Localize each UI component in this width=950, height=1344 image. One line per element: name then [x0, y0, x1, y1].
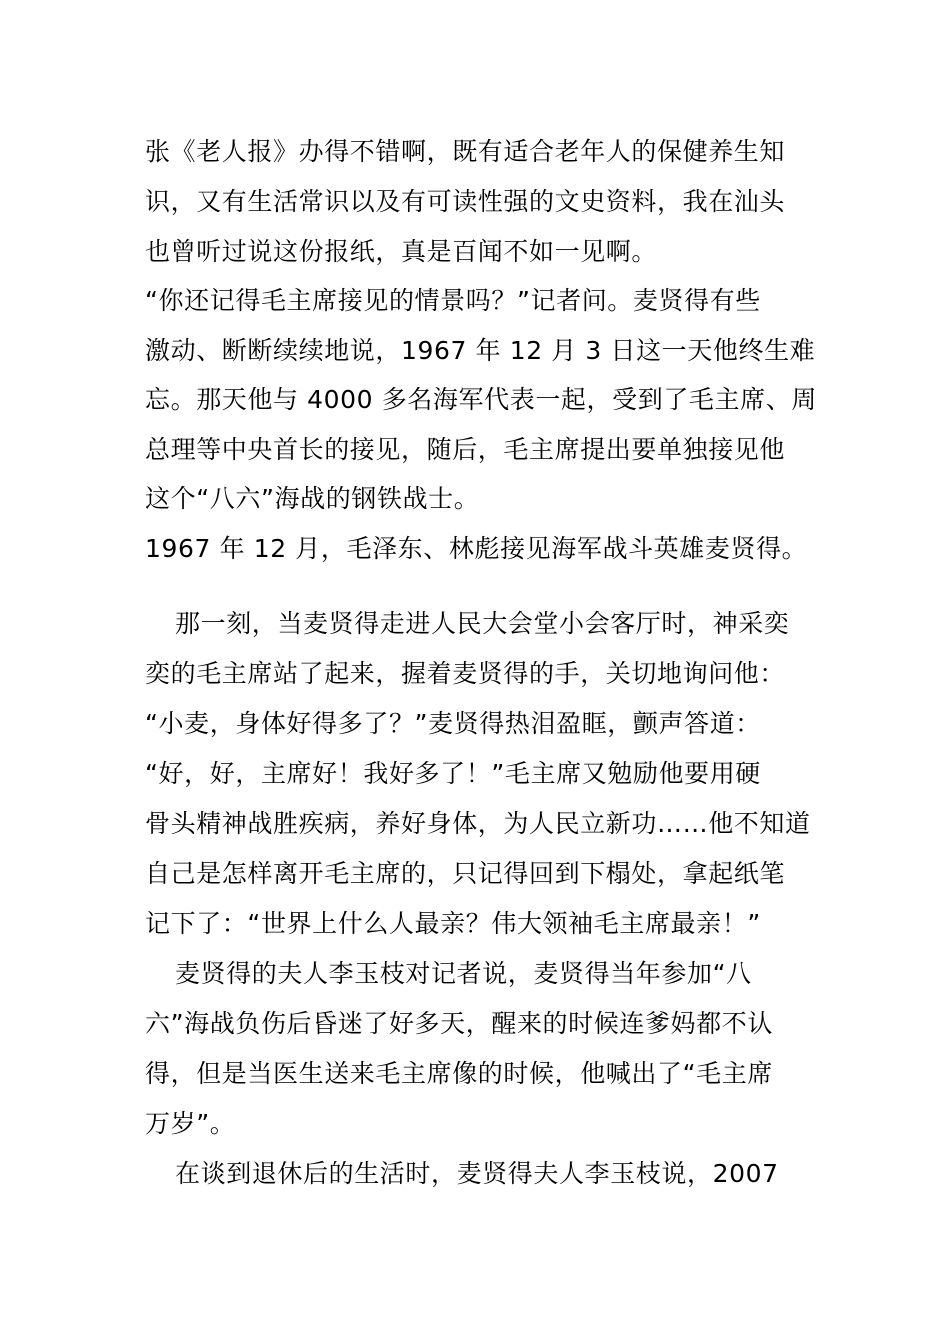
text-line: 也曾听过说这份报纸，真是百闻不如一见啊。 — [145, 237, 658, 266]
text-line: 得，但是当医生送来毛主席像的时候，他喊出了“毛主席 — [145, 1059, 773, 1088]
text-line: 忘。那天他与 4000 多名海军代表一起，受到了毛主席、周 — [145, 385, 817, 414]
text-line: 在谈到退休后的生活时，麦贤得夫人李玉枝说，2007 — [175, 1159, 779, 1188]
text-line: 万岁”。 — [145, 1109, 236, 1138]
text-line: “好，好，主席好！我好多了！”毛主席又勉励他要用硬 — [145, 759, 761, 788]
text-line: 麦贤得的夫人李玉枝对记者说，麦贤得当年参加“八 — [175, 959, 752, 988]
text-line: 自己是怎样离开毛主席的，只记得回到下榻处，拿起纸笔 — [145, 859, 786, 888]
text-line: 总理等中央首长的接见，随后，毛主席提出要单独接见他 — [145, 435, 786, 464]
text-line: 识，又有生活常识以及有可读性强的文史资料，我在汕头 — [145, 187, 786, 216]
text-line: “小麦，身体好得多了？”麦贤得热泪盈眶，颤声答道： — [145, 709, 761, 738]
text-line: 六”海战负伤后昏迷了好多天，醒来的时候连爹妈都不认 — [145, 1009, 773, 1038]
text-line: “你还记得毛主席接见的情景吗？”记者问。麦贤得有些 — [145, 286, 761, 315]
text-line: 激动、断断续续地说，1967 年 12 月 3 日这一天他终生难 — [145, 336, 816, 365]
text-line: 奕的毛主席站了起来，握着麦贤得的手，关切地询问他： — [145, 659, 786, 688]
caption-line: 1967 年 12 月，毛泽东、林彪接见海军战斗英雄麦贤得。 — [145, 534, 808, 563]
text-line: 那一刻，当麦贤得走进人民大会堂小会客厅时，神采奕 — [175, 609, 790, 638]
text-line: 骨头精神战胜疾病，养好身体，为人民立新功……他不知道 — [145, 809, 811, 838]
text-line: 张《老人报》办得不错啊，既有适合老年人的保健养生知 — [145, 137, 786, 166]
text-line: 记下了：“世界上什么人最亲？伟大领袖毛主席最亲！” — [145, 909, 761, 938]
text-line: 这个“八六”海战的钢铁战士。 — [145, 484, 480, 513]
